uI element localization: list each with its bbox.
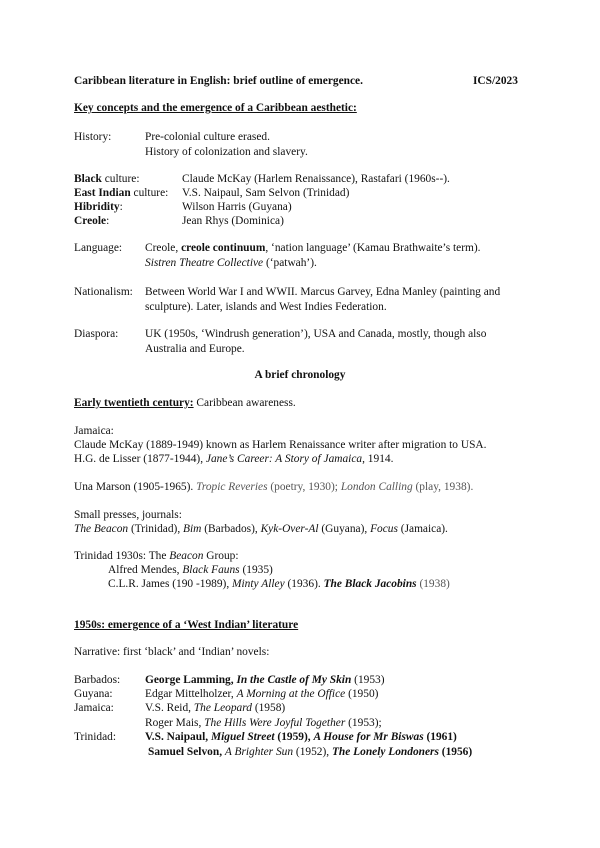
fifties-heading: 1950s: emergence of a ‘West Indian’ literature <box>74 619 299 631</box>
history-line-2: History of colonization and slavery. <box>145 146 308 158</box>
early-century-line: Early twentieth century: Caribbean awareness. <box>74 397 296 409</box>
culture-value: Jean Rhys (Dominica) <box>182 215 284 227</box>
mckay-line: Claude McKay (1889-1949) known as Harlem Renaissance writer after migration to USA. <box>74 439 487 451</box>
lisser-line: H.G. de Lisser (1877-1944), Jane’s Career: A Story of Jamaica, 1914. <box>74 453 394 465</box>
trinidad-label: Trinidad: <box>74 731 116 743</box>
guyana-label: Guyana: <box>74 688 113 700</box>
culture-value: Claude McKay (Harlem Renaissance), Rastafari (1960s--). <box>182 173 450 185</box>
culture-label: Hibridity: <box>74 201 123 213</box>
culture-value: Wilson Harris (Guyana) <box>182 201 292 213</box>
naipaul-line: V.S. Naipaul, Miguel Street (1959), A House for Mr Biswas (1961) <box>145 731 457 743</box>
lamming-line: George Lamming, In the Castle of My Skin (1953) <box>145 674 385 686</box>
trinidad-1930s-line: Trinidad 1930s: The Beacon Group: <box>74 550 239 562</box>
mendes-line: Alfred Mendes, Black Fauns (1935) <box>108 564 273 576</box>
marson-line: Una Marson (1905-1965). Tropic Reveries (poetry, 1930); London Calling (play, 1938). <box>74 481 474 493</box>
james-line: C.L.R. James (190 -1989), Minty Alley (1936). The Black Jacobins (1938) <box>108 578 450 590</box>
diaspora-line-1: UK (1950s, ‘Windrush generation’), USA and Canada, mostly, though also <box>145 328 487 340</box>
selvon-line: Samuel Selvon, A Brighter Sun (1952), The Lonely Londoners (1956) <box>148 746 473 758</box>
nationalism-line-1: Between World War I and WWII. Marcus Garvey, Edna Manley (painting and <box>145 286 501 298</box>
mais-line: Roger Mais, The Hills Were Joyful Together (1953); <box>145 717 382 729</box>
diaspora-label: Diaspora: <box>74 328 119 340</box>
reid-line: V.S. Reid, The Leopard (1958) <box>145 702 286 714</box>
narrative-line: Narrative: first ‘black’ and ‘Indian’ novels: <box>74 646 270 658</box>
nationalism-label: Nationalism: <box>74 286 133 298</box>
document-title: Caribbean literature in English: brief outline of emergence. <box>74 75 363 87</box>
chronology-heading: A brief chronology <box>254 369 346 381</box>
language-label: Language: <box>74 242 123 254</box>
history-line-1: Pre-colonial culture erased. <box>145 131 270 143</box>
nationalism-line-2: sculpture). Later, islands and West Indies Federation. <box>145 301 387 313</box>
diaspora-line-2: Australia and Europe. <box>145 343 245 355</box>
language-line-1: Creole, creole continuum, ‘nation language’ (Kamau Brathwaite’s term). <box>145 242 481 254</box>
culture-label: Creole: <box>74 215 110 227</box>
culture-value: V.S. Naipaul, Sam Selvon (Trinidad) <box>182 187 350 199</box>
culture-label: Black culture: <box>74 173 140 185</box>
jamaica-novels-label: Jamaica: <box>74 702 114 714</box>
language-line-2: Sistren Theatre Collective (‘patwah’). <box>145 257 317 269</box>
history-label: History: <box>74 131 112 143</box>
jamaica-label: Jamaica: <box>74 425 114 437</box>
culture-label: East Indian culture: <box>74 187 169 199</box>
key-concepts-heading: Key concepts and the emergence of a Caribbean aesthetic: <box>74 102 357 114</box>
presses-label: Small presses, journals: <box>74 509 182 521</box>
mittelholzer-line: Edgar Mittelholzer, A Morning at the Office (1950) <box>145 688 379 700</box>
document-code: ICS/2023 <box>473 75 518 87</box>
presses-line: The Beacon (Trinidad), Bim (Barbados), Kyk-Over-Al (Guyana), Focus (Jamaica). <box>74 523 448 535</box>
barbados-label: Barbados: <box>74 674 121 686</box>
